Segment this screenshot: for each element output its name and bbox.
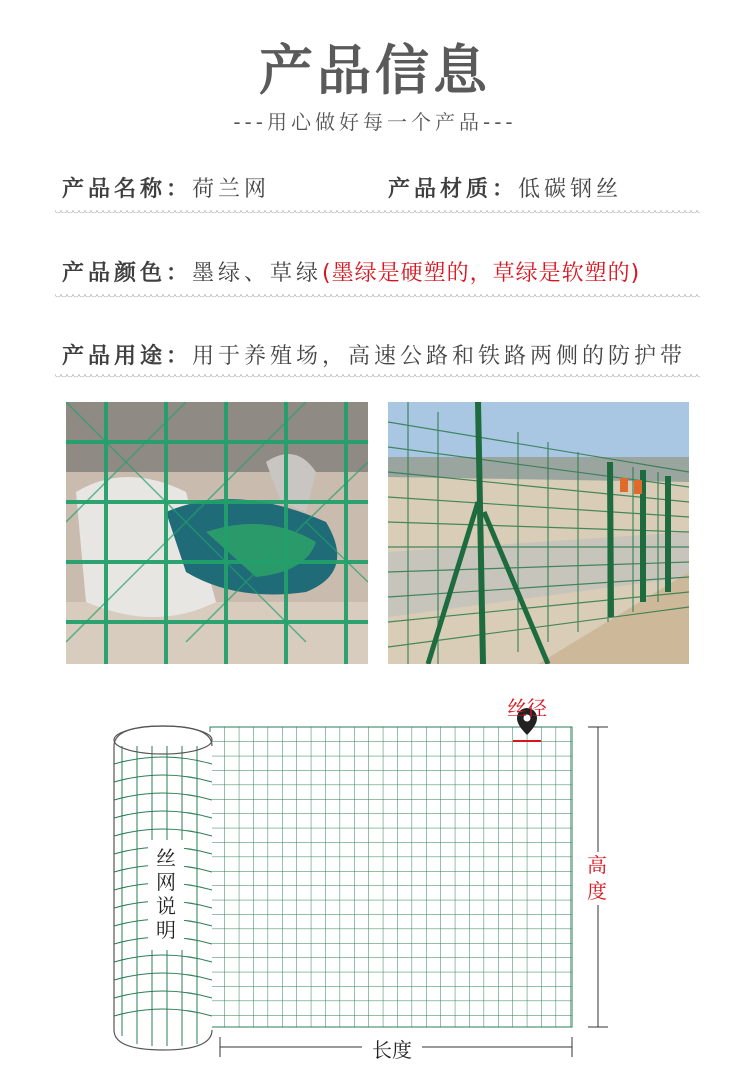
divider <box>55 294 700 302</box>
mesh-diagram <box>0 680 750 1071</box>
info-row-use <box>62 339 686 370</box>
page-title: 产品信息 <box>259 38 491 102</box>
name-value: 荷兰网 <box>192 177 271 202</box>
color-value: 墨绿、草绿 <box>192 261 323 286</box>
material-label: 产品材质： <box>388 177 519 202</box>
color-note: (墨绿是硬塑的，草绿是软塑的) <box>322 261 641 286</box>
page-subtitle: ---用心做好每一个产品--- <box>233 110 517 134</box>
wire-diameter-label: 丝径 <box>507 696 547 720</box>
highway-fence-photo <box>388 402 689 664</box>
peacock-fence-photo <box>66 402 368 664</box>
length-label: 长度 <box>372 1034 412 1063</box>
roll-label: 丝网说明 <box>152 846 180 942</box>
use-label: 产品用途： <box>62 344 193 369</box>
name-label: 产品名称： <box>62 177 193 202</box>
height-label: 高度 <box>583 852 611 904</box>
info-row-name <box>62 172 270 203</box>
info-row-material <box>388 172 622 203</box>
use-value: 用于养殖场，高速公路和铁路两侧的防护带 <box>192 344 687 369</box>
mesh-diagram-drawing <box>0 680 750 1071</box>
material-value: 低碳钢丝 <box>518 177 623 202</box>
divider <box>55 374 700 382</box>
divider <box>55 210 700 218</box>
info-row-color <box>62 256 640 287</box>
color-label: 产品颜色： <box>62 261 193 286</box>
